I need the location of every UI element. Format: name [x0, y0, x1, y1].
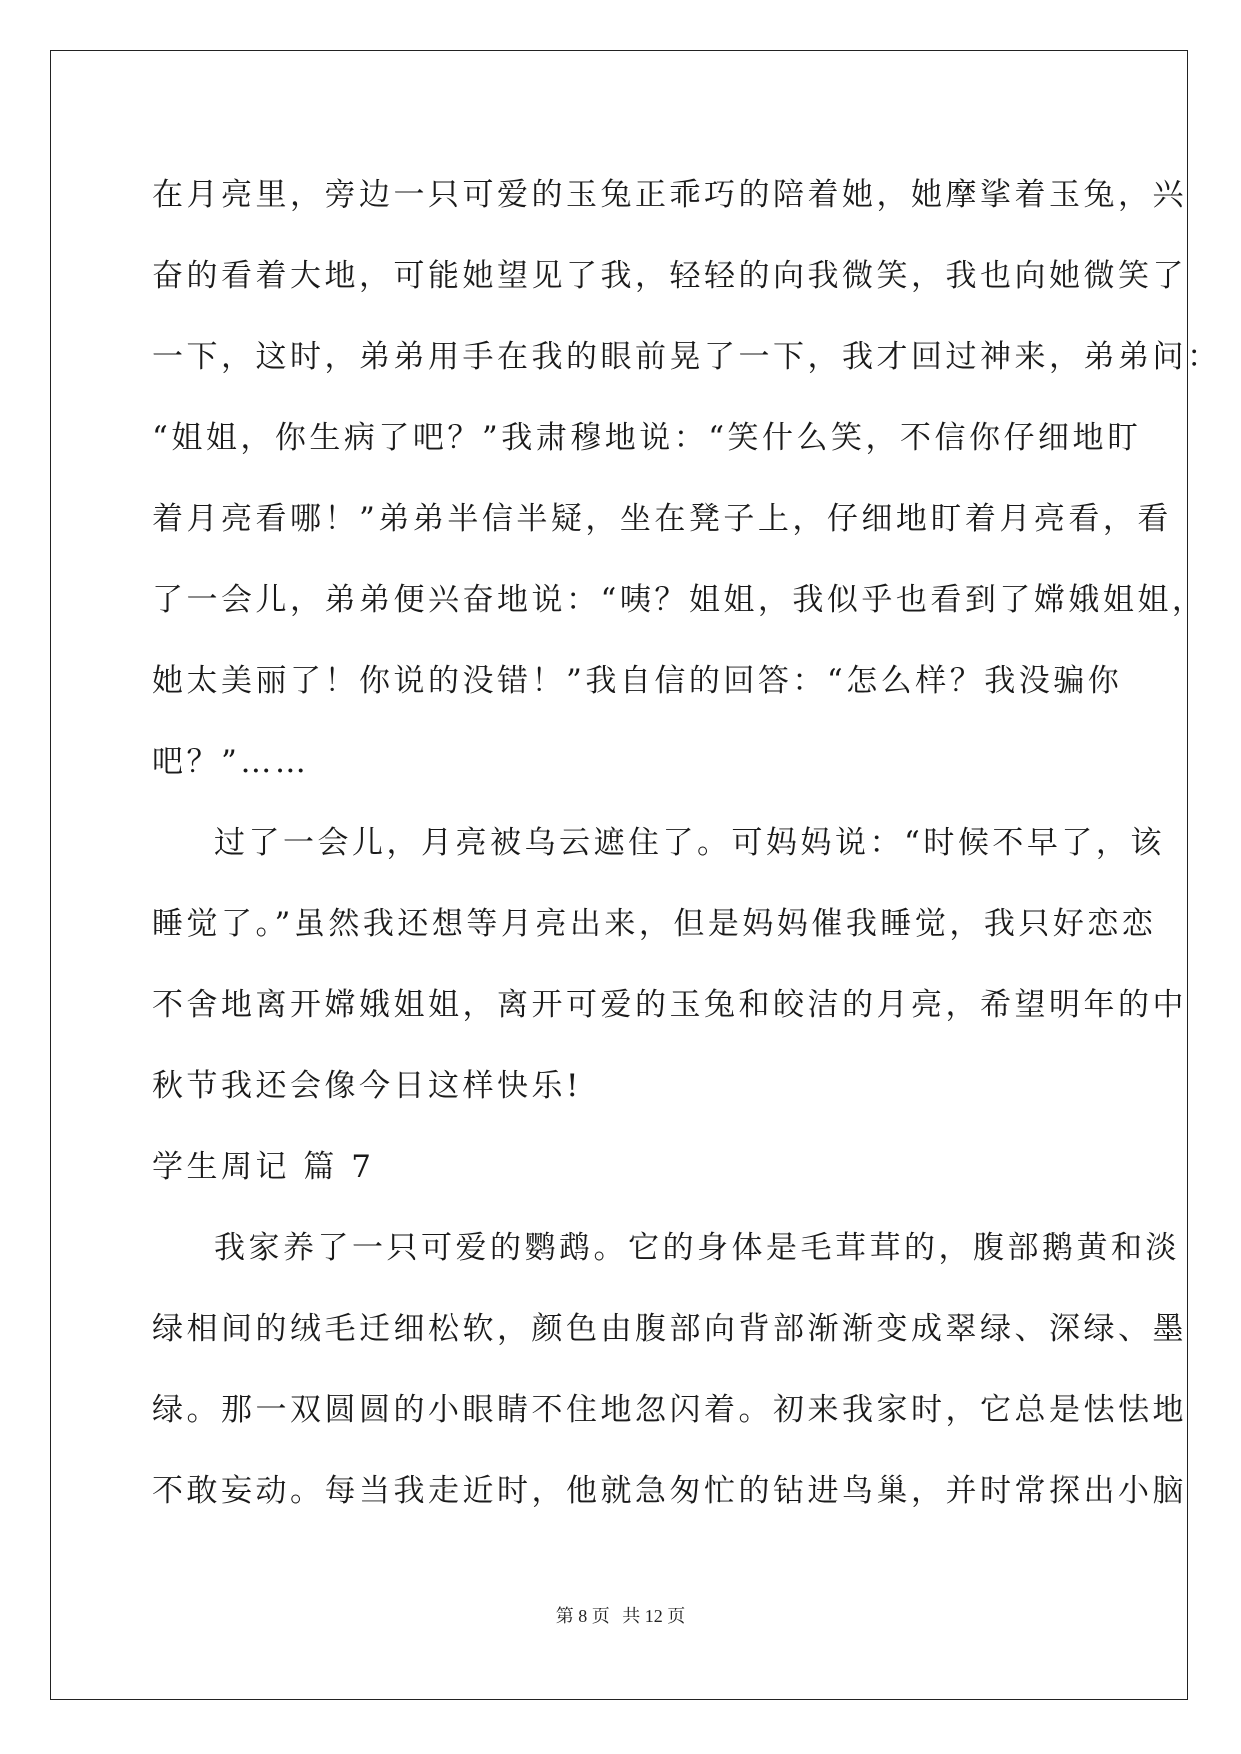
total-pages: 共 12 页 — [622, 1606, 686, 1626]
paragraph-start-line: 过了一会儿，月亮被乌云遮住了。可妈妈说：“时候不早了，该 — [214, 825, 1165, 861]
text-line: 在月亮里，旁边一只可爱的玉兔正乖巧的陪着她，她摩挲着玉兔，兴 — [152, 177, 1187, 213]
text-line: 她太美丽了！你说的没错！”我自信的回答：“怎么样？我没骗你 — [152, 663, 1123, 699]
text-line: 秋节我还会像今日这样快乐! — [152, 1068, 582, 1104]
paragraph-start-line: 我家养了一只可爱的鹦鹉。它的身体是毛茸茸的，腹部鹅黄和淡 — [214, 1230, 1180, 1266]
text-line: 不舍地离开嫦娥姐姐，离开可爱的玉兔和皎洁的月亮，希望明年的中 — [152, 987, 1187, 1023]
text-line: 绿相间的绒毛迁细松软，颜色由腹部向背部渐渐变成翠绿、深绿、墨 — [152, 1311, 1187, 1347]
text-line: 奋的看着大地，可能她望见了我，轻轻的向我微笑，我也向她微笑了 — [152, 258, 1187, 294]
text-line: 着月亮看哪！”弟弟半信半疑，坐在凳子上，仔细地盯着月亮看，看 — [152, 501, 1172, 537]
text-line: 绿。那一双圆圆的小眼睛不住地忽闪着。初来我家时，它总是怯怯地 — [152, 1392, 1187, 1428]
document-body — [152, 160, 1222, 1537]
text-line: 不敢妄动。每当我走近时，他就急匆忙的钻进鸟巢，并时常探出小脑 — [152, 1473, 1187, 1509]
text-line: 一下，这时，弟弟用手在我的眼前晃了一下，我才回过神来，弟弟问： — [152, 339, 1222, 375]
text-line: 了一会儿，弟弟便兴奋地说：“咦？姐姐，我似乎也看到了嫦娥姐姐， — [152, 582, 1207, 618]
text-line: “姐姐，你生病了吧？”我肃穆地说：“笑什么笑，不信你仔细地盯 — [152, 420, 1142, 456]
page-number: 第 8 页 — [555, 1606, 610, 1626]
page-footer — [0, 1602, 1241, 1628]
text-line: 睡觉了。”虽然我还想等月亮出来，但是妈妈催我睡觉，我只好恋恋 — [152, 906, 1157, 942]
text-line: 吧？”…… — [152, 744, 310, 780]
section-heading: 学生周记 篇 7 — [152, 1149, 375, 1185]
